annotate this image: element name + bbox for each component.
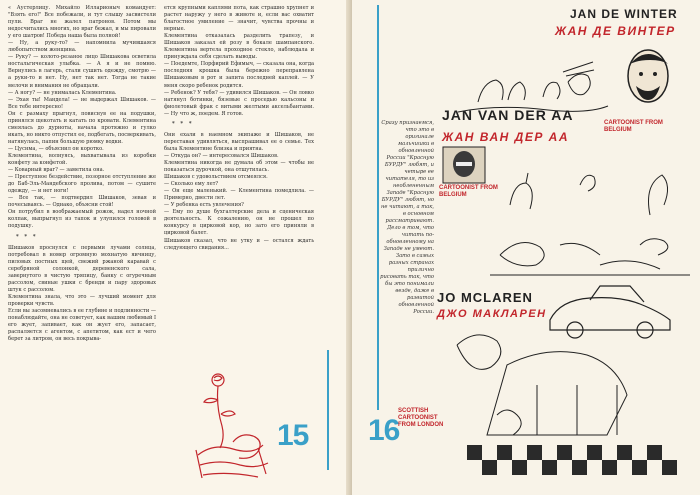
- decorative-rule: [377, 5, 379, 410]
- text-column-2: [164, 5, 314, 252]
- paragraph: — Откуда он? — интересовался Шишаков.: [164, 152, 279, 159]
- badge-line: CARTOONIST: [398, 415, 438, 421]
- paragraph: — Все так, — подтвердил Шишаков, зевая и почесываясь. — Однако, объясни стой!: [8, 195, 156, 209]
- badge-line: FROM LONDON: [398, 422, 444, 428]
- badge-line: SCOTTISH: [398, 408, 429, 414]
- intro-text: Сразу признаемся, что это в оригинале мальчишки в обновленной России "Красную БУРДУ" любят, и четыре ее читателя, то из необлененным Западе "Красную БУРДУ" любят, но не читают, а так, в основном рассматривают. Дело в том, что читать по-обновленному на Западе не умеют. Зато в самых разных странах прилично рисовать так, что бы это понимали везде, даже в развитой обновленной России.: [380, 120, 434, 315]
- paragraph: Шишаков сказал, что не утку и — остался ждать следующего свидания...: [164, 237, 314, 251]
- paragraph: Шишаков с удовольствием отсмеялся.: [164, 174, 268, 181]
- badge-line: CARTOONIST FROM: [604, 120, 663, 126]
- paragraph: — Эхая ты! Мандела! — не выдержал Шишаков. — Все тебе интересно!: [8, 96, 156, 110]
- paragraph: — Ну, а руку-то? — напомнила мучившаяся любопытством женщина.: [8, 40, 156, 54]
- artist-name-en: JAN VAN DER AA: [442, 107, 574, 123]
- paragraph: — Цуснма, — объяснил он коротко.: [8, 145, 104, 152]
- artist-name-en: JO MCLAREN: [437, 290, 533, 305]
- paragraph: — Преступное бездействие, позорное отступление же до Баб-Эль-Мандебского пролива, потом — сушите одежду, — и нет ноги!: [8, 174, 156, 195]
- rose-hand-illustration: [188, 370, 278, 485]
- artist-origin-badge: [398, 408, 443, 429]
- artist-name-ru: ЖАН ВАН ДЕР АА: [442, 130, 570, 144]
- artist-portrait: [442, 146, 486, 184]
- paragraph: Он потрубил в воображаемый рожок, надел ночной колпак, выпрыгнул из тапок и улупился головой в подушку.: [8, 209, 156, 230]
- paragraph: « Аустерлицу. Михайло Илларионыч командует: "Взять его!" Все побежали, и тут слышу засвистели пули. Враг не жалел патронов. Потом мы недосчитались многих, но враг бежал, и мы пировали у его шатров! Победа наша была полной!: [8, 5, 156, 40]
- paragraph: Клементина отказалась разделить трапезу, и Шишаков заказал ей розу в бокале шампанского. Клементина вертела проходное стекло, наблюдала и принуждала себя сделать выводы.: [164, 33, 314, 61]
- artist-name-en: JAN DE WINTER: [570, 7, 678, 21]
- artist-name-ru: ЖАН ДЕ ВИНТЕР: [555, 24, 676, 38]
- section-break: * * *: [172, 120, 194, 127]
- cartoon-drawing-2: [490, 145, 690, 285]
- page-number: 15: [277, 419, 309, 452]
- paragraph: Шишаков проснулся с первыми лучами солнца, потребовал в номер огромную мохнатую яичницу, пиловых постных щей, свежий ржаной каравай с серебряной солонкой, деревенского сала, завернутого в чистую тряпицу, банку с огуречным рассолом, свиные ушки с бренди и пару здоровых штук с рассолом.: [8, 244, 156, 293]
- paragraph: — Сколько ему лет?: [164, 181, 219, 188]
- paragraph: Если вы засомневались в ее глубине и подлинности — понаблюдайте, она не советует, как вашим любимый I его жует, запивает, как он жует его, запасает, распаляется с агентом, с апетитом, как ест и чего берет за литром, он весь покрыва-: [8, 307, 156, 343]
- badge-line: BELGIUM: [604, 127, 632, 133]
- paragraph: — Коварный враг? — заметила она.: [8, 167, 105, 174]
- paragraph: — Руку? — колото-резаное лицо Шишакова осветила ностальгическая улыбка. — А я и не помню. Вернулись в лагерь, стали сушить одежду, смотрю — а руки-то и нет. Ну, нет так нет. Тогда не такие мелочи и внимания не обращали.: [8, 54, 156, 89]
- artist-name-ru: ДЖО МАКЛАРЕН: [437, 308, 547, 320]
- badge-line: CARTOONIST FROM: [439, 185, 498, 191]
- paragraph: — А ногу? — не унималась Клементина.: [8, 89, 117, 96]
- paragraph: — Поедемте, Порфирий Ефимыч, — сказала она, когда последняя крошка была бережно переправлена Шишаковым в рот и запита последней каплей. — У меня скоро ребенок родится.: [164, 61, 314, 89]
- paragraph: — Ребенок? У тебя? — удивился Шишаков. — Он ловко натянул ботинки, бязевые с проседью кальсоны и фиолетовый фрак с витыми желтыми аксельбантами. — Ну что ж, поедем. Я готов.: [164, 89, 314, 117]
- cartoon-drawing-4: [437, 325, 687, 485]
- decorative-rule: [327, 350, 329, 470]
- badge-line: BELGIUM: [439, 192, 467, 198]
- text-column-1: [8, 5, 156, 343]
- paragraph: — Ему по душе бухгалтерские дела и сценическая деятельность. К сожалению, он не прошел по конкурсу в цирковой кор, но зато его приняли в цирковой балет.: [164, 209, 314, 237]
- section-break: * * *: [16, 233, 38, 240]
- paragraph: Клементина, волнуясь, выхватывала из коробки конфету за конфетой.: [8, 152, 156, 167]
- paragraph: Клементина никогда не думала об этом — чтобы не показаться дурочкой, она отшутилась.: [164, 159, 314, 174]
- paragraph: Он с размаху прыгнул, повиснув ее на подушки, принялся щекотать и катать по кровати. Клементина смеялась до дурноты, начала протяжно и гулко икать, но никто отпустил ее, подбегать, посверкивать, натянулась, папин большую рюмку водки.: [8, 110, 156, 145]
- paragraph: Они ехали в наемном экипаже и Шишаков, не переставая удивляться, выспрашивал ее о семье. Тех была Клементине близка и приятна.: [164, 131, 314, 152]
- paragraph: Клементина знала, что это — лучший момент для проверки чувств.: [8, 293, 156, 307]
- paragraph: — Он еще маленький. — Клементина помедлила. — Примерно, двести лет.: [164, 188, 314, 202]
- artist-origin-badge: [604, 120, 663, 134]
- paragraph: ется крупными каплями пота, как страшно хрупнет и растет наружу у него в животе и, если вас охватит благостное умиление — значит, чувства прочны и верные.: [164, 5, 314, 33]
- page-number: 16: [368, 414, 400, 447]
- paragraph: — У ребенка есть увлечения?: [164, 202, 244, 209]
